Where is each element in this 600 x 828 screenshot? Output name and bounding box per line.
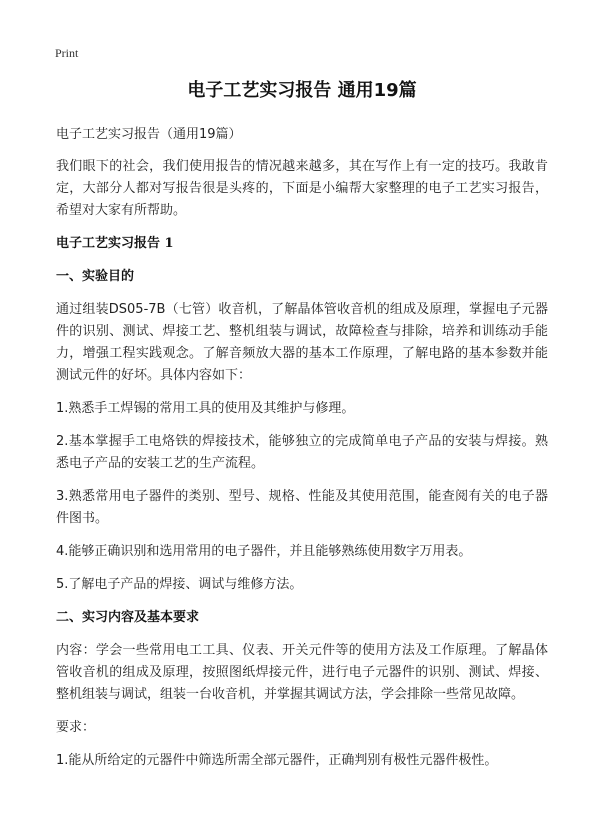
document-subtitle: 电子工艺实习报告（通用19篇）: [56, 127, 242, 142]
objective-item-4: 4.能够正确识别和选用常用的电子器件，并且能够熟练使用数字万用表。: [56, 544, 472, 559]
print-link[interactable]: Print: [55, 46, 79, 60]
document-page: [56, 78, 548, 783]
page-title: 电子工艺实习报告 通用19篇: [187, 80, 417, 101]
requirements-label: 要求：: [56, 720, 96, 735]
content-paragraph: 内容：学会一些常用电工工具、仪表、开关元件等的使用方法及工作原理。了解晶体管收音机的组成及原理，按照图纸焊接元件，进行电子元器件的识别、测试、焊接、整机组装与调试，组装一台收音机，并掌握其调试方法，学会排除一些常见故障。: [56, 643, 548, 702]
objective-item-5: 5.了解电子产品的焊接、调试与维修方法。: [56, 577, 303, 592]
objective-item-1: 1.熟悉手工焊锡的常用工具的使用及其维护与修理。: [56, 401, 355, 416]
section-heading-objectives: 一、实验目的: [56, 269, 135, 284]
objective-item-3: 3.熟悉常用电子器件的类别、型号、规格、性能及其使用范围，能查阅有关的电子器件图书。: [56, 489, 548, 526]
objectives-paragraph: 通过组装DS05-7B（七管）收音机，了解晶体管收音机的组成及原理，掌握电子元器件的识别、测试、焊接工艺、整机组装与调试，故障检查与排除，培养和训练动手能力，增强工程实践观念。了解音频放大器的基本工作原理，了解电路的基本参数并能测试元件的好坏。具体内容如下：: [56, 302, 548, 383]
objective-item-2: 2.基本掌握手工电烙铁的焊接技术，能够独立的完成简单电子产品的安装与焊接。熟悉电子产品的安装工艺的生产流程。: [56, 434, 548, 471]
intro-paragraph: 我们眼下的社会，我们使用报告的情况越来越多，其在写作上有一定的技巧。我敢肯定，大部分人都对写报告很是头疼的，下面是小编帮大家整理的电子工艺实习报告，希望对大家有所帮助。: [56, 159, 548, 218]
report-heading: 电子工艺实习报告 1: [56, 236, 174, 251]
requirement-item-1: 1.能从所给定的元器件中筛选所需全部元器件，正确判别有极性元器件极性。: [56, 753, 498, 768]
section-heading-content: 二、实习内容及基本要求: [56, 610, 200, 625]
